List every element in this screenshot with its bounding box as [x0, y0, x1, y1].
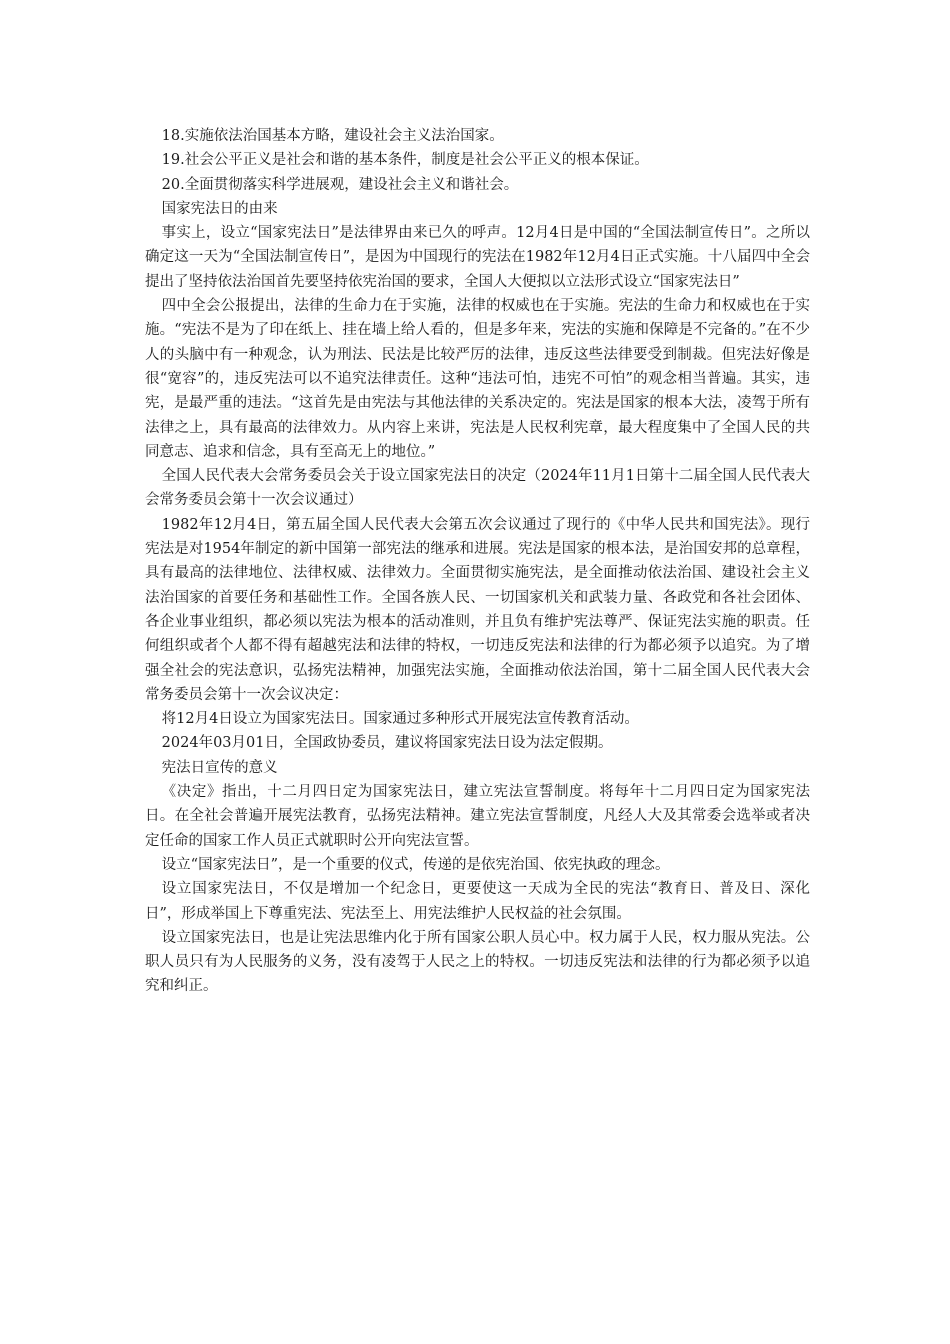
paragraph-plenum-communique: 四中全会公报提出，法律的生命力在于实施，法律的权威也在于实施。宪法的生命力和权威也在于实施。“宪法不是为了印在纸上、挂在墙上给人看的，但是多年来，宪法的实施和保障是不完备的。”在不少人的头脑中有一种观念，认为刑法、民法是比较严厉的法律，违反这些法律要受到制裁。但宪法好像是很“宽容”的，违反宪法可以不追究法律责任。这种“违法可怕，违宪不可怕”的观念相当普遍。其实，违宪，是最严重的违法。“这首先是由宪法与其他法律的关系决定的。宪法是国家的根本大法，凌驾于所有法律之上，具有最高的法律效力。从内容上来讲，宪法是人民权利宪章，最大程度集中了全国人民的共同意志、追求和信念，具有至高无上的地位。” — [145, 298, 810, 460]
paragraph-origin: 事实上，设立“国家宪法日”是法律界由来已久的呼声。12月4日是中国的“全国法制宣传日”。之所以确定这一天为“全国法制宣传日”，是因为中国现行的宪法在1982年12月4日正式实施。十八届四中全会提出了坚持依法治国首先要坚持依宪治国的要求，全国人大便拟以立法形式设立“国家宪法日” — [145, 225, 810, 290]
paragraph-holiday-proposal: 2024年03月01日，全国政协委员，建议将国家宪法日设为法定假期。 — [161, 735, 613, 752]
paragraph-decision-body: 1982年12月4日，第五届全国人民代表大会第五次会议通过了现行的《中华人民共和国宪法》。现行宪法是对1954年制定的新中国第一部宪法的继承和进展。宪法是国家的根本法，是治国安邦的总章程，具有最高的法律地位、法律权威、法律效力。全面贯彻实施宪法，是全面推动依法治国、建设社会主义法治国家的首要任务和基础性工作。全国各族人民、一切国家机关和武装力量、各政党和各社会团体、各企业事业组织，都必须以宪法为根本的活动准则，并且负有维护宪法尊严、保证宪法实施的职责。任何组织或者个人都不得有超越宪法和法律的特权，一切违反宪法和法律的行为都必须予以追究。为了增强全社会的宪法意识，弘扬宪法精神，加强宪法实施，全面推动依法治国，第十二届全国人民代表大会常务委员会第十一次会议决定： — [145, 516, 810, 703]
paragraph-significance-2: 设立“国家宪法日”，是一个重要的仪式，传递的是依宪治国、依宪执政的理念。 — [161, 856, 670, 873]
section-heading-significance: 宪法日宣传的意义 — [161, 759, 278, 776]
paragraph-significance-3: 设立国家宪法日，不仅是增加一个纪念日，更要使这一天成为全民的宪法“教育日、普及日、深化日”，形成举国上下尊重宪法、宪法至上、用宪法维护人民权益的社会氛围。 — [145, 881, 810, 922]
list-item-20: 20.全面贯彻落实科学进展观，建设社会主义和谐社会。 — [161, 176, 519, 193]
decision-title: 全国人民代表大会常务委员会关于设立国家宪法日的决定（2024年11月1日第十二届全国人民代表大会常务委员会第十一次会议通过） — [145, 468, 810, 509]
list-item-18: 18.实施依法治国基本方略，建设社会主义法治国家。 — [161, 128, 504, 144]
list-item-19: 19.社会公平正义是社会和谐的基本条件，制度是社会公平正义的根本保证。 — [161, 152, 649, 169]
paragraph-significance-4: 设立国家宪法日，也是让宪法思维内化于所有国家公职人员心中。权力属于人民，权力服从宪法。公职人员只有为人民服务的义务，没有凌驾于人民之上的特权。一切违反宪法和法律的行为都必须予以追究和纠正。 — [145, 929, 810, 995]
document-body — [145, 124, 810, 999]
paragraph-decision-clause: 将12月4日设立为国家宪法日。国家通过多种形式开展宪法宣传教育活动。 — [161, 711, 639, 728]
section-heading-origin: 国家宪法日的由来 — [161, 200, 278, 217]
paragraph-significance-1: 《决定》指出，十二月四日定为国家宪法日，建立宪法宣誓制度。将每年十二月四日定为国家宪法日。在全社会普遍开展宪法教育，弘扬宪法精神。建立宪法宣誓制度，凡经人大及其常委会选举或者决定任命的国家工作人员正式就职时公开向宪法宣誓。 — [145, 784, 810, 849]
